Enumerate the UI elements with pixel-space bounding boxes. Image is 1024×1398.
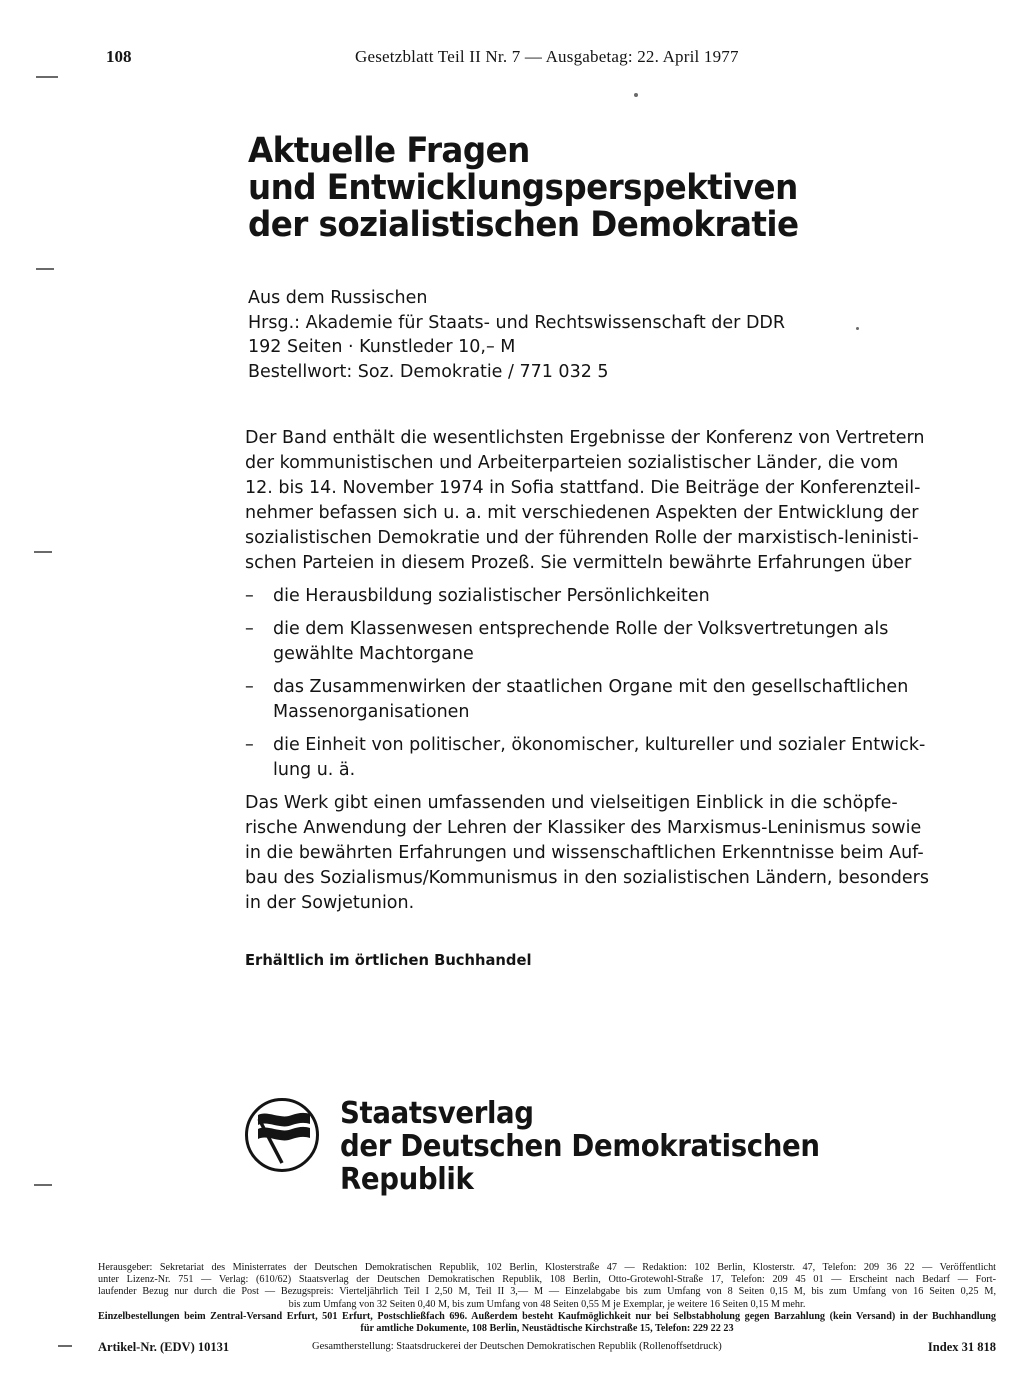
paragraph-line: schen Parteien in diesem Prozeß. Sie vermitteln bewährte Erfahrungen über [245,553,912,573]
info-order-word: Bestellwort: Soz. Demokratie / 771 032 5 [248,361,609,382]
paragraph-line: rische Anwendung der Lehren der Klassiker des Marxismus-Leninismus sowie [245,818,922,838]
title-line: Aktuelle Fragen [248,131,530,171]
publisher-line: Republik [340,1162,474,1197]
paragraph-line: bau des Sozialismus/Kommunismus in den sozialistischen Ländern, besonders [245,868,929,888]
info-translation: Aus dem Russischen [248,288,428,308]
publisher-name [340,1097,820,1196]
paragraph-line: sozialistischen Demokratie und der führenden Rolle der marxistisch-leninisti- [245,528,919,548]
publisher-line: Staatsverlag [340,1096,534,1131]
article-number: Artikel-Nr. (EDV) 10131 [98,1340,230,1354]
index-number: Index 31 818 [927,1340,996,1354]
book-description [245,426,929,916]
scan-mark [34,1184,52,1186]
imprint-line: unter Lizenz-Nr. 751 — Verlag: (610/62) Staatsverlag der Deutschen Demokratischen Republik, 108 Berlin, Otto-Grotewohl-Straße 17, Telefon: 209 45 01 — Erscheint nach Bedarf — Fort- [98,1274,996,1286]
list-item-text: die dem Klassenwesen entsprechende Rolle der Volksvertretungen als [273,619,889,639]
paragraph-line: nehmer befassen sich u. a. mit verschiedenen Aspekten der Entwicklung der [245,503,919,523]
list-item-text: das Zusammenwirken der staatlichen Organe mit den gesellschaftlichen [273,677,909,697]
scan-mark [58,1345,72,1347]
list-dash: – [245,619,254,639]
book-title [248,133,798,244]
imprint-line: Herausgeber: Sekretariat des Ministerrates der Deutschen Demokratischen Republik, 102 Berlin, Klosterstraße 47 — Redaktion: 102 Berlin, Klosterstr. 47, Telefon: 209 36 22 — Veröffentlicht [98,1262,996,1273]
imprint-line: bis zum Umfang von 32 Seiten 0,40 M, bis zum Umfang von 48 Seiten 0,55 M je Exemplar, je weitere 16 Seiten 0,15 M mehr. [288,1298,806,1310]
list-dash: – [245,586,254,606]
imprint-line: laufender Bezug nur durch die Post — Bezugspreis: Vierteljährlich Teil I 2,50 M, Teil II 3,— M — Einzelabgabe bis zum Umfang von 8 Seiten 0,15 M, bis zum Umfang von 16 Seiten 0,25 M, [98,1286,996,1298]
order-line: Einzelbestellungen beim Zentral-Versand Erfurt, 501 Erfurt, Postschließfach 696. Außerdem besteht Kaufmöglichkeit nur bei Selbstabholung gegen Barzahlung (kein Versand) in der Buchhandlung [98,1310,996,1322]
paragraph-line: 12. bis 14. November 1974 in Sofia stattfand. Die Beiträge der Konferenzteil- [245,478,921,498]
scan-mark [634,93,638,97]
staatsverlag-flag-logo-icon [244,1097,320,1173]
list-item [245,733,926,783]
paragraph-line: der kommunistischen und Arbeiterparteien sozialistischer Länder, die vom [245,453,899,473]
availability-note: Erhältlich im örtlichen Buchhandel [245,951,532,969]
running-head: Gesetzblatt Teil II Nr. 7 — Ausgabetag: 22. April 1977 [355,47,739,66]
paragraph-line: in die bewährten Erfahrungen und wissenschaftlichen Erkenntnisse beim Auf- [245,843,924,863]
list-item-text: lung u. ä. [273,760,356,780]
list-item [245,675,909,725]
list-item-text: gewählte Machtorgane [273,644,474,664]
scan-mark [36,76,58,78]
order-line: für amtliche Dokumente, 108 Berlin, Neustädtische Kirchstraße 15, Telefon: 229 22 23 [360,1323,734,1335]
scan-mark [856,327,859,330]
list-item [245,584,856,609]
scan-mark [36,268,54,270]
info-editor: Hrsg.: Akademie für Staats- und Rechtswissenschaft der DDR [248,312,786,333]
paragraph-line: Das Werk gibt einen umfassenden und vielseitigen Einblick in die schöpfe- [245,793,898,813]
title-line: der sozialistischen Demokratie [248,205,799,245]
imprint [98,1262,996,1335]
list-item-text: die Einheit von politischer, ökonomischer, kultureller und sozialer Entwick- [273,735,926,755]
list-dash: – [245,677,254,697]
list-item-text: die Herausbildung sozialistischer Persönlichkeiten [273,586,710,606]
paragraph-line: Der Band enthält die wesentlichsten Ergebnisse der Konferenz von Vertretern [245,428,925,448]
info-pages-price: 192 Seiten · Kunstleder 10,– M [248,337,516,357]
list-item [245,617,889,667]
publisher-line: der Deutschen Demokratischen [340,1129,820,1164]
title-line: und Entwicklungsperspektiven [248,168,798,208]
page-number: 108 [106,47,132,66]
list-dash: – [245,735,254,755]
printer-credit: Gesamtherstellung: Staatsdruckerei der Deutschen Demokratischen Republik (Rollenoffsetdruck) [312,1341,722,1352]
paragraph-line: in der Sowjetunion. [245,893,415,913]
book-info [248,286,785,384]
list-item-text: Massenorganisationen [273,702,470,722]
scan-mark [34,551,52,553]
